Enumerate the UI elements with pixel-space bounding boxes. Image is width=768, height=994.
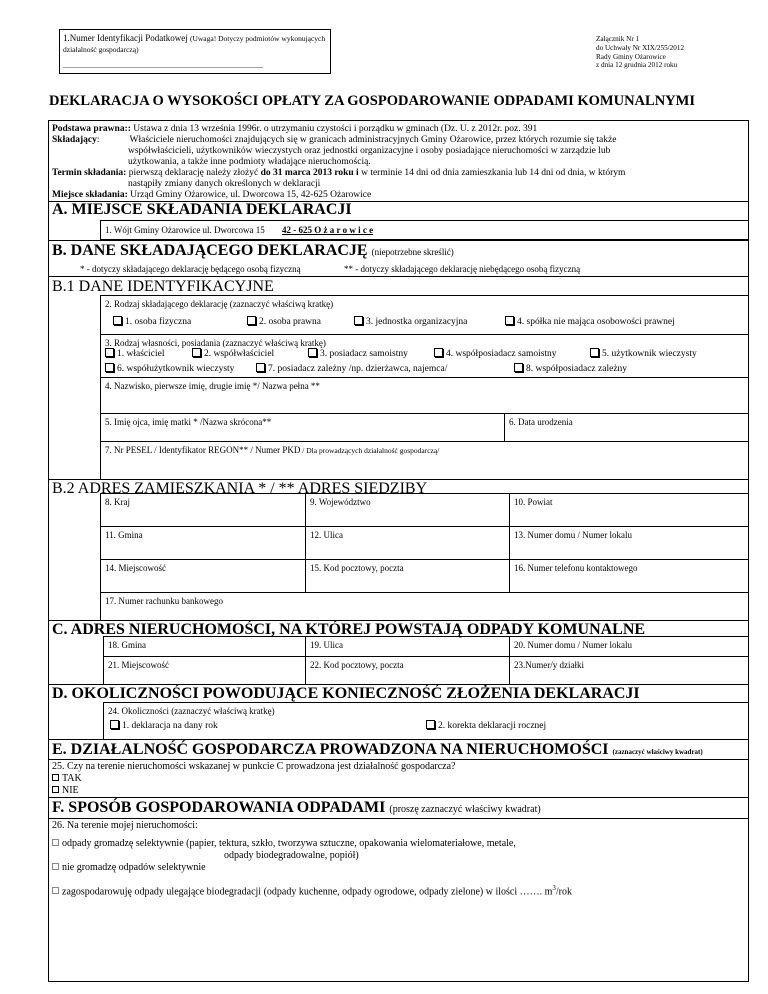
term-text-2: nastąpiły zmiany danych określonych w deklaracji	[128, 179, 321, 189]
e-option-yes[interactable]	[52, 773, 82, 785]
filer-line	[52, 135, 746, 146]
q6-label: 6. Data urodzenia	[509, 417, 573, 427]
checkbox-icon[interactable]	[256, 363, 265, 372]
q3-option-4[interactable]	[434, 348, 557, 359]
section-f-heading	[52, 799, 541, 819]
f-option-1-cont: odpady biodegradowalne, popiół)	[224, 850, 359, 861]
c-ulica-field[interactable]: 19. Ulica	[305, 636, 509, 656]
legal-basis-text: Ustawa z dnia 13 września 1996r. o utrzymaniu czystości i porządku w gminach (Dz. U. z 2012r. poz. 391	[130, 124, 538, 134]
f-option-3-text: zagospodarowuję odpady ulegające biodegradacji (odpady kuchenne, odpady ogrodowe, odpady zielone) w ilości ……. m	[62, 886, 553, 898]
nip-note: (Uwaga! Dotyczy podmiotów wykonujących działalność gospodarczą)	[63, 34, 326, 54]
q2-option-label: 4. spółka nie mająca osobowości prawnej	[517, 317, 675, 327]
section-e-note: (zaznaczyć właściwy kwadrat)	[612, 748, 703, 756]
section-a-text: 1. Wójt Gminy Ożarowice ul. Dworcowa 15	[105, 225, 265, 235]
q4-label: 4. Nazwisko, pierwsze imię, drugie imię */ Nazwa pełna **	[105, 381, 320, 391]
q3-label: 3. Rodzaj własności, posiadania (zaznaczyć właściwą kratkę)	[105, 338, 326, 348]
q2-option-1[interactable]	[113, 316, 191, 327]
f-option-3-sup: 3	[552, 884, 556, 892]
section-b-note: (niepotrzebne skreślić)	[371, 247, 454, 257]
q5-label: 5. Imię ojca, imię matki * /Nazwa skrócona**	[105, 417, 272, 427]
c-gmina-field[interactable]: 18. Gmina	[103, 636, 305, 656]
section-f-band	[48, 797, 749, 798]
kraj-field[interactable]: 8. Kraj	[100, 493, 305, 526]
q5-field[interactable]	[100, 413, 504, 441]
place-label: Miejsce składania:	[52, 190, 128, 200]
section-c-title: C. ADRES NIERUCHOMOŚCI, NA KTÓREJ POWSTAJĄ ODPADY KOMUNALNE	[52, 621, 646, 638]
term-text-cont: w terminie 14 dni od dnia zamieszkania lub 14 dni od dnia, w którym	[358, 168, 626, 178]
kod-pocztowy-field[interactable]: 15. Kod pocztowy, poczta	[305, 559, 509, 592]
section-a-title: A. MIEJSCE SKŁADANIA DEKLARACJI	[52, 201, 352, 218]
q3-option-label: 3. posiadacz samoistny	[320, 349, 408, 359]
annex-info	[596, 35, 684, 70]
place-line	[52, 190, 746, 201]
checkbox-icon[interactable]	[354, 316, 363, 325]
q3-option-2[interactable]	[192, 348, 274, 359]
wojewodztwo-field[interactable]: 9. Województwo	[305, 493, 509, 526]
section-b-heading	[52, 242, 454, 261]
f-option-2-text: nie gromadzę odpadów selektywnie	[62, 862, 206, 873]
q2-cell	[100, 295, 749, 334]
powiat-field[interactable]: 10. Powiat	[509, 493, 749, 526]
c-kod-pocztowy-field[interactable]: 22. Kod pocztowy, poczta	[305, 656, 509, 684]
q2-option-label: 2. osoba prawna	[259, 317, 321, 327]
checkbox-icon[interactable]	[105, 348, 114, 357]
checkbox-icon[interactable]	[505, 316, 514, 325]
q3-option-label: 8. współposiadacz zależny	[526, 364, 628, 374]
q7-note: / Dla prowadzących działalność gospodarczą/	[300, 446, 440, 455]
q2-option-label: 3. jednostka organizacyjna	[366, 317, 468, 327]
q3-option-7[interactable]	[256, 363, 447, 374]
checkbox-icon[interactable]	[247, 316, 256, 325]
filer-text-2: współwłaścicieli, użytkowników wieczystych oraz jednostki organizacyjne i osoby posiadające nieruchomości w zarządzie lub	[128, 146, 611, 156]
c-numer-domu-field[interactable]: 20. Numer domu / Numer lokalu	[509, 636, 749, 656]
checkbox-icon[interactable]	[52, 786, 59, 793]
section-b2-title: B.2 ADRES ZAMIESZKANIA * / ** ADRES SIEDZIBY	[52, 480, 428, 497]
section-a-postal: 42 - 625 O ż a r o w i c e	[282, 225, 374, 235]
q7-field[interactable]	[100, 441, 749, 479]
bank-account-field[interactable]: 17. Numer rachunku bankowego	[100, 592, 749, 620]
f-option-1[interactable]	[52, 838, 516, 850]
checkbox-icon[interactable]	[110, 720, 119, 729]
section-b-star2: ** - dotyczy składającego deklarację niebędącego osobą fizyczną	[344, 264, 581, 274]
q2-option-4[interactable]	[505, 316, 675, 327]
filer-colon: :	[96, 135, 100, 145]
section-f-line	[48, 818, 749, 819]
q3-option-label: 2. współwłaściciel	[204, 349, 275, 359]
q3-option-label: 6. współużytkownik wieczysty	[117, 364, 235, 374]
nip-label: 1.Numer Identyfikacji Podatkowej	[63, 33, 188, 43]
annex-line: Załącznik Nr 1	[596, 35, 640, 43]
q2-option-label: 1. osoba fizyczna	[125, 317, 192, 327]
section-e-title: E. DZIAŁALNOŚĆ GOSPODARCZA PROWADZONA NA NIERUCHOMOŚCI	[52, 741, 609, 758]
page-title: DEKLARACJA O WYSOKOŚCI OPŁATY ZA GOSPODAROWANIE ODPADAMI KOMUNALNYMI	[49, 93, 695, 109]
section-b-title: B. DANE SKŁADAJĄCEGO DEKLARACJĘ	[52, 242, 368, 259]
nip-label-block	[63, 33, 331, 55]
checkbox-icon[interactable]	[52, 887, 59, 894]
d-option-label: 2. korekta deklaracji rocznej	[438, 721, 547, 731]
section-b-star1: * - dotyczy składającego deklarację będącego osobą fizyczną	[80, 264, 301, 274]
legal-basis-label: Podstawa prawna:	[52, 124, 128, 134]
f-option-3[interactable]	[52, 882, 572, 898]
nip-field[interactable]: ....................................................................................................	[63, 61, 263, 70]
miejscowosc-field[interactable]: 14. Miejscowość	[100, 559, 305, 592]
annex-line: do Uchwały Nr XIX/255/2012	[596, 43, 685, 52]
q7-label: 7. Nr PESEL / Identyfikator REGON** / Numer PKD	[105, 445, 301, 455]
section-d-title: D. OKOLICZNOŚCI POWODUJĄCE KONIECZNOŚĆ ZŁOŻENIA DEKLARACJI	[52, 685, 640, 702]
section-b1-band	[48, 276, 749, 277]
filer-text-3: użytkowania, a także inne podmioty władające nieruchomością.	[128, 157, 371, 167]
d-option-1[interactable]	[110, 720, 218, 731]
annex-line: z dnia 12 grudnia 2012 roku	[596, 61, 678, 70]
term-line	[52, 168, 746, 179]
checkbox-icon[interactable]	[192, 348, 201, 357]
q2-option-3[interactable]	[354, 316, 467, 327]
q2-option-2[interactable]	[247, 316, 321, 327]
section-b1-title: B.1 DANE IDENTYFIKACYJNE	[52, 278, 274, 295]
ulica-field[interactable]: 12. Ulica	[305, 526, 509, 559]
c-dzialki-field[interactable]: 23.Numer/y działki	[509, 656, 749, 684]
telefon-field[interactable]: 16. Numer telefonu kontaktowego	[509, 559, 749, 592]
term-label: Termin składania:	[52, 168, 127, 178]
section-f-title: F. SPOSÓB GOSPODAROWANIA ODPADAMI	[52, 799, 386, 816]
section-e-band	[48, 739, 749, 740]
section-f-note: (proszę zaznaczyć właściwy kwadrat)	[389, 804, 541, 815]
annex-line: Rady Gminy Ożarowice	[596, 52, 666, 61]
q4-field[interactable]	[100, 377, 749, 413]
q25-text: 25. Czy na terenie nieruchomości wskazanej w punkcie C prowadzona jest działalność gospodarcza?	[52, 761, 456, 772]
d-option-label: 1. deklaracja na dany rok	[122, 721, 218, 731]
q3-option-label: 4. współposiadacz samoistny	[446, 349, 557, 359]
q3-option-1[interactable]	[105, 348, 164, 359]
term-date: do 31 marca 2013 roku i	[260, 168, 359, 178]
q3-option-8[interactable]	[514, 363, 627, 374]
f-option-2[interactable]	[52, 862, 206, 874]
section-e-line	[48, 759, 749, 760]
e-option-no-label: NIE	[62, 785, 79, 796]
q3-option-label: 5. użytkownik wieczysty	[602, 349, 697, 359]
checkbox-icon[interactable]	[514, 363, 523, 372]
filer-text: Właściciele nieruchomości znajdujących się w granicach administracyjnych Gminy Ożarowice, przez których rozumie się także	[129, 135, 617, 145]
checkbox-icon[interactable]	[52, 774, 59, 781]
filer-label: Składający	[52, 135, 97, 145]
f-option-3-tail: /rok	[555, 886, 573, 898]
section-b-band	[48, 240, 749, 241]
checkbox-icon[interactable]	[590, 348, 599, 357]
q3-option-5[interactable]	[590, 348, 697, 359]
c-miejscowosc-field[interactable]: 21. Miejscowość	[103, 656, 305, 684]
q2-label: 2. Rodzaj składającego deklarację (zaznaczyć właściwą kratkę)	[105, 299, 334, 309]
place-text: Urząd Gminy Ożarowice, ul. Dworcowa 15, 42-625 Ożarowice	[127, 190, 372, 200]
checkbox-icon[interactable]	[308, 348, 317, 357]
q24-label: 24. Okoliczności (zaznaczyć właściwą kratkę)	[108, 706, 275, 716]
term-text: pierwszą deklarację należy złożyć	[126, 168, 261, 178]
q26-text: 26. Na terenie mojej nieruchomości:	[52, 820, 198, 831]
legal-basis-line	[52, 124, 746, 135]
checkbox-icon[interactable]	[105, 363, 114, 372]
e-option-no[interactable]	[52, 785, 79, 797]
legal-basis-colon: :	[127, 124, 131, 134]
q3-option-label: 7. posiadacz zależny /np. dzierżawca, najemca/	[268, 364, 448, 374]
checkbox-icon[interactable]	[434, 348, 443, 357]
checkbox-icon[interactable]	[113, 316, 122, 325]
f-option-1-text: odpady gromadzę selektywnie (papier, tektura, szkło, tworzywa sztuczne, opakowania wielomateriałowe, metale,	[62, 838, 516, 849]
gmina-field[interactable]: 11. Gmina	[100, 526, 305, 559]
checkbox-icon[interactable]	[52, 839, 59, 846]
q3-option-3[interactable]	[308, 348, 408, 359]
q6-field[interactable]	[504, 413, 749, 441]
numer-domu-field[interactable]: 13. Numer domu / Numer lokalu	[509, 526, 749, 559]
legal-info	[52, 124, 746, 201]
checkbox-icon[interactable]	[52, 863, 59, 870]
section-e-heading	[52, 741, 703, 761]
q3-option-label: 1. właściciel	[117, 349, 165, 359]
checkbox-icon[interactable]	[426, 720, 435, 729]
e-option-yes-label: TAK	[62, 773, 82, 784]
d-option-2[interactable]	[426, 720, 546, 731]
q3-option-6[interactable]	[105, 363, 234, 374]
